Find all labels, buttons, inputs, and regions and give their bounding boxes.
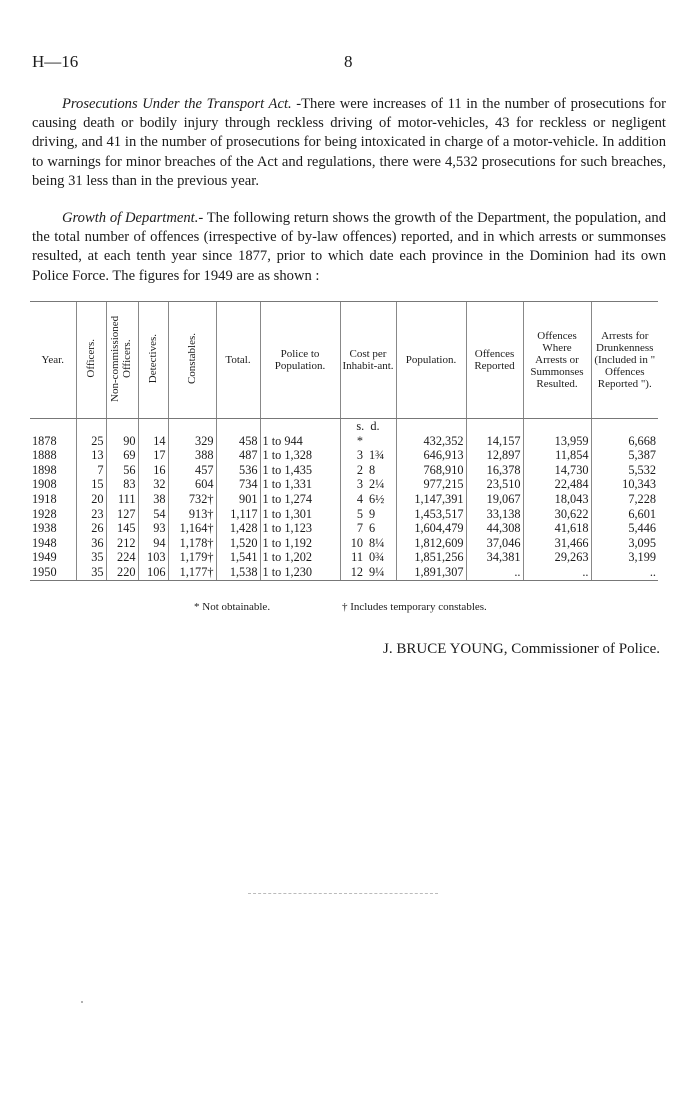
header-officers [76, 302, 106, 419]
cell-police-to-population: 1 to 944 [260, 434, 340, 449]
table-footnotes [194, 601, 614, 615]
cell-total: 1,520 [216, 536, 260, 551]
cell-offences-reported: 14,157 [466, 434, 523, 449]
cell-total: 458 [216, 434, 260, 449]
header-cost-per-inhabitant: Cost per Inhabit-ant. [340, 302, 396, 419]
cell-population: 768,910 [396, 463, 466, 478]
header-police-to-population: Police to Population. [260, 302, 340, 419]
table-row [30, 565, 658, 580]
cost-unit-pence: d. [370, 419, 380, 433]
cell-offences-arrests: 41,618 [523, 521, 591, 536]
paragraph-text: - The following return shows the growth of the Department, the population, and the total number of offences (irrespective of by-law offences) reported, and in which arrests or summonses resulted, at each tenth year since 1877, prior to which date each province in the Dominion had its own Police Force. The figures for 1949 are as shown : [32, 210, 666, 284]
cell-police-to-population: 1 to 1,230 [260, 565, 340, 580]
cell-police-to-population: 1 to 1,123 [260, 521, 340, 536]
cell-population: 977,215 [396, 477, 466, 492]
cell-constables: 913† [168, 507, 216, 522]
cost-shillings: 10 [350, 535, 363, 550]
cell-total: 1,541 [216, 550, 260, 565]
paragraph-heading: Growth of Department. [62, 210, 199, 226]
faint-divider [248, 893, 438, 894]
cell-cost-per-inhabitant [340, 448, 396, 463]
cell-offences-arrests: 22,484 [523, 477, 591, 492]
cell-year: 1918 [32, 491, 57, 506]
page-number: 8 [344, 52, 353, 71]
header-officers-label: Officers. [85, 339, 97, 378]
cell-nco: 90 [106, 434, 138, 449]
cell-detectives: 32 [138, 477, 168, 492]
cell-cost-per-inhabitant [340, 477, 396, 492]
cell-officers: 7 [76, 463, 106, 478]
header-detectives [138, 302, 168, 419]
cell-drunkenness: 5,387 [591, 448, 658, 463]
cell-population: 1,147,391 [396, 492, 466, 507]
cell-offences-reported: 23,510 [466, 477, 523, 492]
cell-detectives: 94 [138, 536, 168, 551]
table-row [30, 434, 658, 449]
cell-year: 1898 [32, 462, 57, 477]
cell-constables: 1,177† [168, 565, 216, 580]
cost-shillings: 12 [350, 564, 363, 579]
cell-offences-arrests: 18,043 [523, 492, 591, 507]
cell-total: 1,117 [216, 507, 260, 522]
header-offences-reported: Offences Reported [466, 302, 523, 419]
cost-shillings: 3 [356, 477, 363, 492]
cell-detectives: 14 [138, 434, 168, 449]
cell-total: 901 [216, 492, 260, 507]
cell-cost-per-inhabitant [340, 492, 396, 507]
header-population: Population. [396, 302, 466, 419]
cell-nco: 69 [106, 448, 138, 463]
cell-officers: 20 [76, 492, 106, 507]
cost-pence: 0¾ [369, 550, 385, 565]
cell-offences-reported: 34,381 [466, 550, 523, 565]
cost-pence: 2¼ [369, 477, 385, 492]
table-row [30, 536, 658, 551]
cell-cost-per-inhabitant [340, 565, 396, 580]
paragraph-text: -There were increases of 11 in the number of prosecutions for causing death or bodily injury through reckless driving of motor-vehicles, 43 for reckless or negligent driving, and 41 in the number of prosecutions for being intoxicated in charge of a motor-vehicle. In addition to warnings for minor breaches of the Act and regulations, there were 4,532 prosecutions for such breaches, being 31 less than in the previous year. [32, 96, 667, 189]
cell-offences-arrests: 31,466 [523, 536, 591, 551]
cost-pence: 8 [369, 462, 376, 477]
cell-year: 1908 [32, 477, 57, 492]
table-body [30, 419, 658, 581]
cell-nco: 111 [106, 492, 138, 507]
cell-offences-arrests: .. [523, 565, 591, 580]
cost-pence: 9¼ [369, 564, 385, 579]
cell-offences-arrests: 14,730 [523, 463, 591, 478]
footnote-temporary-constables: † Includes temporary constables. [342, 601, 487, 613]
cell-offences-reported: 37,046 [466, 536, 523, 551]
cell-cost-per-inhabitant [340, 521, 396, 536]
cost-pence: 6 [369, 521, 376, 536]
table-row [30, 492, 658, 507]
cell-offences-reported: 19,067 [466, 492, 523, 507]
cell-total: 536 [216, 463, 260, 478]
cell-officers: 23 [76, 507, 106, 522]
cell-constables: 1,178† [168, 536, 216, 551]
cell-nco: 56 [106, 463, 138, 478]
cell-year: 1878 [32, 433, 57, 448]
header-constables-label: Constables. [186, 332, 198, 385]
cell-constables: 329 [168, 434, 216, 449]
header-offences-arrests: Offences Where Arrests or Summonses Resulted. [523, 302, 591, 419]
paragraph-growth [32, 209, 666, 286]
cost-unit-shillings: s. [356, 419, 365, 433]
cell-population: 1,891,307 [396, 565, 466, 580]
page-id: H—16 [32, 52, 79, 71]
cell-constables: 732† [168, 492, 216, 507]
table-header-row [30, 302, 658, 419]
cell-nco: 83 [106, 477, 138, 492]
cell-drunkenness: 3,199 [591, 550, 658, 565]
cell-officers: 25 [76, 434, 106, 449]
cell-detectives: 16 [138, 463, 168, 478]
cell-constables: 1,164† [168, 521, 216, 536]
cell-cost-per-inhabitant [340, 434, 396, 449]
cell-offences-reported: 44,308 [466, 521, 523, 536]
cell-police-to-population: 1 to 1,192 [260, 536, 340, 551]
cell-nco: 212 [106, 536, 138, 551]
cell-offences-reported: 16,378 [466, 463, 523, 478]
cell-police-to-population: 1 to 1,274 [260, 492, 340, 507]
header-total: Total. [216, 302, 260, 419]
header-year: Year. [30, 302, 76, 419]
cost-pence: 1¾ [369, 448, 385, 463]
header-nco [106, 302, 138, 419]
cell-detectives: 38 [138, 492, 168, 507]
cost-shillings: 11 [351, 550, 363, 565]
cell-cost-per-inhabitant [340, 536, 396, 551]
cell-police-to-population: 1 to 1,331 [260, 477, 340, 492]
cell-detectives: 93 [138, 521, 168, 536]
cell-offences-reported: 33,138 [466, 507, 523, 522]
cell-population: 1,604,479 [396, 521, 466, 536]
cell-drunkenness: 6,601 [591, 507, 658, 522]
cell-drunkenness: 3,095 [591, 536, 658, 551]
cell-detectives: 103 [138, 550, 168, 565]
cell-population: 432,352 [396, 434, 466, 449]
cell-cost-per-inhabitant [340, 463, 396, 478]
cell-officers: 13 [76, 448, 106, 463]
cell-drunkenness: 5,532 [591, 463, 658, 478]
cell-police-to-population: 1 to 1,202 [260, 550, 340, 565]
cost-shillings: 3 [356, 448, 363, 463]
table-row [30, 463, 658, 478]
table-row [30, 507, 658, 522]
cell-drunkenness: 5,446 [591, 521, 658, 536]
cell-offences-arrests: 30,622 [523, 507, 591, 522]
cost-shillings: 7 [356, 521, 363, 536]
cell-officers: 36 [76, 536, 106, 551]
cell-year: 1948 [32, 535, 57, 550]
cost-shillings: 2 [356, 462, 363, 477]
header-nco-label: Non-commissioned Officers. [109, 315, 133, 402]
cell-year: 1928 [32, 506, 57, 521]
cell-drunkenness: 10,343 [591, 477, 658, 492]
cell-police-to-population: 1 to 1,435 [260, 463, 340, 478]
cell-detectives: 17 [138, 448, 168, 463]
cell-detectives: 106 [138, 565, 168, 580]
cell-offences-arrests: 13,959 [523, 434, 591, 449]
cell-population: 1,812,609 [396, 536, 466, 551]
header-drunkenness: Arrests for Drunkenness (Included in " Offences Reported "). [591, 302, 658, 419]
cell-offences-reported: 12,897 [466, 448, 523, 463]
paragraph-transport-act [32, 95, 666, 191]
paper-speck [81, 1001, 83, 1003]
cell-officers: 15 [76, 477, 106, 492]
cell-offences-arrests: 29,263 [523, 550, 591, 565]
cost-shillings: 4 [356, 491, 363, 506]
cost-pence: 6½ [369, 491, 385, 506]
growth-table [30, 301, 658, 581]
cell-year: 1950 [30, 565, 76, 580]
cell-officers: 35 [76, 550, 106, 565]
cell-constables: 388 [168, 448, 216, 463]
cell-officers: 26 [76, 521, 106, 536]
page-header [32, 52, 672, 72]
cell-total: 734 [216, 477, 260, 492]
cell-police-to-population: 1 to 1,301 [260, 507, 340, 522]
table-row [30, 550, 658, 565]
table-row [30, 521, 658, 536]
paragraph-heading: Prosecutions Under the Transport Act. [62, 96, 292, 112]
cell-population: 1,851,256 [396, 550, 466, 565]
cell-total: 1,428 [216, 521, 260, 536]
cell-total: 487 [216, 448, 260, 463]
cell-nco: 127 [106, 507, 138, 522]
header-constables [168, 302, 216, 419]
cell-year: 1888 [32, 448, 57, 463]
cell-total: 1,538 [216, 565, 260, 580]
cell-drunkenness: 6,668 [591, 434, 658, 449]
cost-pence: 9 [369, 506, 376, 521]
cell-constables: 457 [168, 463, 216, 478]
cell-population: 646,913 [396, 448, 466, 463]
cost-units [340, 419, 396, 434]
table-spacer-row [30, 419, 658, 434]
cell-cost-per-inhabitant [340, 550, 396, 565]
cell-drunkenness: 7,228 [591, 492, 658, 507]
cell-nco: 220 [106, 565, 138, 580]
table-row [30, 448, 658, 463]
cell-constables: 1,179† [168, 550, 216, 565]
cell-drunkenness: .. [591, 565, 658, 580]
cell-offences-reported: .. [466, 565, 523, 580]
header-detectives-label: Detectives. [147, 333, 159, 384]
cost-shillings: * [356, 433, 363, 448]
cell-cost-per-inhabitant [340, 507, 396, 522]
cell-nco: 224 [106, 550, 138, 565]
cell-detectives: 54 [138, 507, 168, 522]
cost-shillings: 5 [356, 506, 363, 521]
cell-offences-arrests: 11,854 [523, 448, 591, 463]
cell-population: 1,453,517 [396, 507, 466, 522]
footnote-not-obtainable: * Not obtainable. [194, 601, 271, 613]
cell-police-to-population: 1 to 1,328 [260, 448, 340, 463]
cost-pence: 8¼ [369, 535, 385, 550]
table-row [30, 477, 658, 492]
cell-constables: 604 [168, 477, 216, 492]
cell-year: 1938 [32, 521, 57, 536]
cell-year: 1949 [32, 550, 57, 565]
cell-officers: 35 [76, 565, 106, 580]
cell-nco: 145 [106, 521, 138, 536]
signature: J. BRUCE YOUNG, Commissioner of Police. [383, 641, 660, 657]
